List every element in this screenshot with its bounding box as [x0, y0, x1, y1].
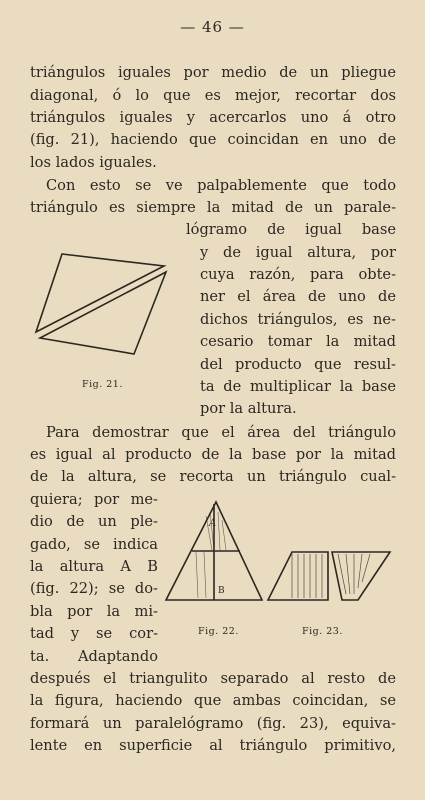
text-line: lente en superficie al triángulo primitivo,: [30, 737, 396, 754]
text-line: dio de un ple-: [30, 513, 158, 530]
text-line: gado, se indica: [30, 536, 158, 553]
text-line: cuya razón, para obte-: [200, 266, 396, 283]
text-line: ta. Adaptando: [30, 648, 158, 665]
text-line: quiera; por me-: [30, 491, 158, 508]
text-line: diagonal, ó lo que es mejor, recortar dos: [30, 87, 396, 104]
text-line: por la altura.: [200, 400, 297, 417]
text-line: la altura A B: [30, 558, 158, 575]
text-line: (fig. 21), haciendo que coincidan en uno de: [30, 131, 396, 148]
text-line: después el triangulito separado al resto de: [30, 670, 396, 687]
label-b: B: [218, 586, 225, 596]
figure-21: [26, 236, 176, 366]
page-number: — 46 —: [180, 18, 245, 36]
text-line: ner el área de uno de: [200, 288, 396, 305]
text-line: (fig. 22); se do-: [30, 580, 158, 597]
text-line: del producto que resul-: [200, 356, 396, 373]
text-line: y de igual altura, por: [200, 244, 396, 261]
text-line: Para demostrar que el área del triángulo: [46, 424, 396, 441]
fig21-left-triangle: [36, 254, 164, 332]
label-a: A: [209, 518, 217, 529]
fig21-caption: Fig. 21.: [82, 379, 123, 390]
fig22-caption: Fig. 22.: [198, 626, 239, 637]
text-line: triángulos iguales y acercarlos uno á otro: [30, 109, 396, 126]
fig23-parallelogram-right: [332, 552, 390, 600]
text-line: triángulos iguales por medio de un pliegue: [30, 64, 396, 81]
text-line: es igual al producto de la base por la mitad: [30, 446, 396, 463]
figure-22: [158, 496, 268, 608]
text-line: ta de multiplicar la base: [200, 378, 396, 395]
text-line: tad y se cor-: [30, 625, 158, 642]
text-line: de la altura, se recorta un triángulo cual-: [30, 468, 396, 485]
text-line: lógramo de igual base: [186, 221, 396, 238]
text-line: la figura, haciendo que ambas coincidan, se: [30, 692, 396, 709]
text-line: Con esto se ve palpablemente que todo: [46, 177, 396, 194]
text-line: cesario tomar la mitad: [200, 333, 396, 350]
text-line: dichos triángulos, es ne-: [200, 311, 396, 328]
fig21-right-triangle: [40, 272, 166, 354]
text-line: triángulo es siempre la mitad de un parale-: [30, 199, 396, 216]
text-line: bla por la mi-: [30, 603, 158, 620]
figure-23: [262, 548, 396, 604]
text-line: los lados iguales.: [30, 154, 157, 171]
text-line: formará un paralelógramo (fig. 23), equiva-: [30, 715, 396, 732]
fig23-caption: Fig. 23.: [302, 626, 343, 637]
